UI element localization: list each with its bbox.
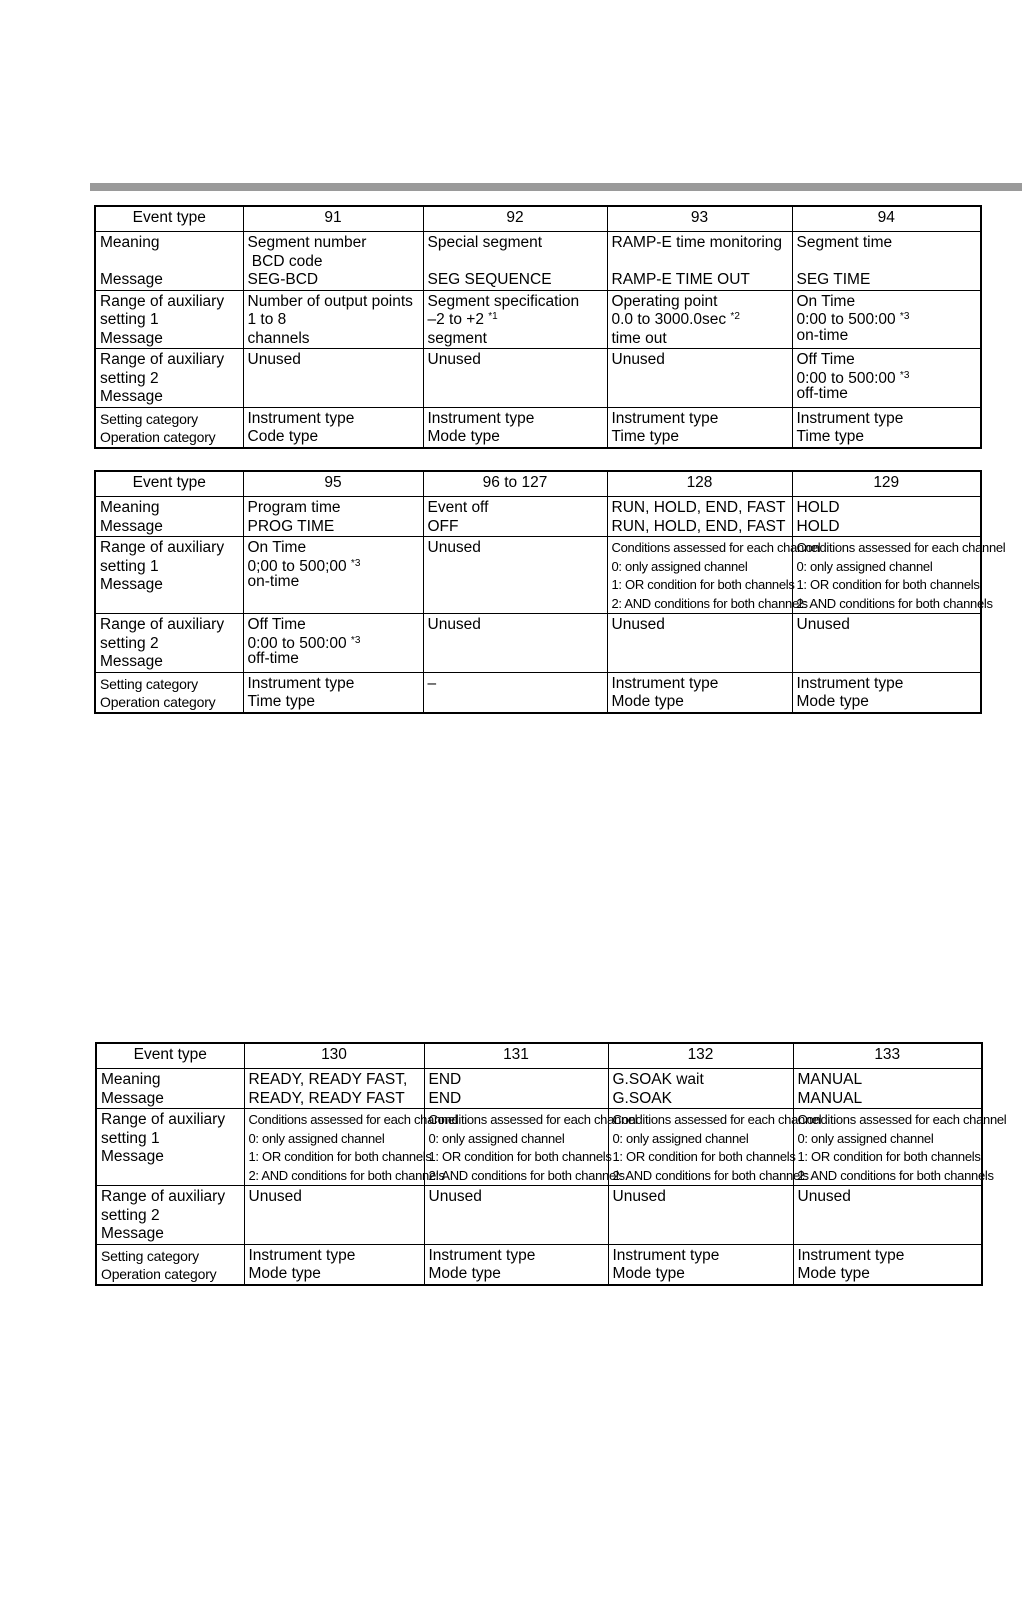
row-label: Setting category Operation category (95, 407, 243, 448)
aux1-row (95, 290, 981, 349)
aux1-cell: Operating point 0.0 to 3000.0sec $^{*2}$ time out (607, 290, 792, 349)
event-type-130: 130 (244, 1043, 424, 1069)
aux1-cell: Conditions assessed for each channel 0: only assigned channel 1: OR condition for both channels 2: AND conditions for both channels (607, 537, 792, 614)
aux2-cell: Unused (423, 349, 607, 408)
meaning-cell: Program time PROG TIME (243, 497, 423, 537)
event-type-91: 91 (243, 206, 423, 232)
aux1-cell: Conditions assessed for each channel 0: only assigned channel 1: OR condition for both channels 2: AND conditions for both channels (244, 1109, 424, 1186)
row-label: Range of auxiliary setting 2 Message (96, 1186, 244, 1245)
row-label: Range of auxiliary setting 1 Message (95, 537, 243, 614)
header-event-type: Event type (95, 206, 243, 232)
meaning-cell: Event off OFF (423, 497, 607, 537)
meaning-row (95, 497, 981, 537)
category-cell: – (423, 672, 607, 713)
aux2-cell: Unused (423, 614, 607, 673)
header-event-type: Event type (96, 1043, 244, 1069)
meaning-cell: MANUAL MANUAL (793, 1069, 982, 1109)
category-cell: Instrument type Mode type (244, 1244, 424, 1285)
category-cell: Instrument type Mode type (607, 672, 792, 713)
meaning-row (95, 232, 981, 291)
event-type-128: 128 (607, 471, 792, 497)
event-table-91-94 (94, 205, 982, 449)
meaning-cell: RAMP-E time monitoring RAMP-E TIME OUT (607, 232, 792, 291)
row-label: Range of auxiliary setting 2 Message (95, 349, 243, 408)
table-header-row (95, 206, 981, 232)
row-label: Meaning Message (95, 497, 243, 537)
category-cell: Instrument type Time type (607, 407, 792, 448)
meaning-row (96, 1069, 982, 1109)
aux1-cell: Conditions assessed for each channel 0: only assigned channel 1: OR condition for both channels 2: AND conditions for both channels (608, 1109, 793, 1186)
category-row (95, 672, 981, 713)
row-label: Setting category Operation category (95, 672, 243, 713)
event-type-95: 95 (243, 471, 423, 497)
meaning-cell: READY, READY FAST, READY, READY FAST (244, 1069, 424, 1109)
aux2-cell: Unused (424, 1186, 608, 1245)
meaning-cell: Segment number BCD code SEG-BCD (243, 232, 423, 291)
row-label: Range of auxiliary setting 2 Message (95, 614, 243, 673)
event-table-95-129 (94, 470, 1006, 714)
aux2-cell: Unused (243, 349, 423, 408)
event-type-96-127: 96 to 127 (423, 471, 607, 497)
category-cell: Instrument type Mode type (424, 1244, 608, 1285)
category-cell: Instrument type Mode type (423, 407, 607, 448)
row-label: Range of auxiliary setting 1 Message (95, 290, 243, 349)
aux2-row (96, 1186, 982, 1245)
event-type-129: 129 (792, 471, 981, 497)
aux1-cell: Unused (423, 537, 607, 614)
event-type-132: 132 (608, 1043, 793, 1069)
aux2-cell: Unused (244, 1186, 424, 1245)
event-type-92: 92 (423, 206, 607, 232)
event-table-130-133 (95, 1042, 1007, 1286)
event-type-133: 133 (793, 1043, 982, 1069)
aux1-row (95, 537, 981, 614)
table-header-row (95, 471, 981, 497)
meaning-cell: END END (424, 1069, 608, 1109)
meaning-cell: G.SOAK wait G.SOAK (608, 1069, 793, 1109)
category-cell: Instrument type Time type (792, 407, 981, 448)
aux1-cell: Conditions assessed for each channel 0: only assigned channel 1: OR condition for both channels 2: AND conditions for both channels (792, 537, 981, 614)
meaning-cell: HOLD HOLD (792, 497, 981, 537)
row-label: Meaning Message (95, 232, 243, 291)
meaning-cell: Special segment SEG SEQUENCE (423, 232, 607, 291)
category-cell: Instrument type Code type (243, 407, 423, 448)
aux2-cell: Unused (607, 614, 792, 673)
event-type-94: 94 (792, 206, 981, 232)
category-cell: Instrument type Mode type (793, 1244, 982, 1285)
aux1-cell: Number of output points 1 to 8 channels (243, 290, 423, 349)
aux1-cell: Conditions assessed for each channel 0: only assigned channel 1: OR condition for both channels 2: AND conditions for both channels (424, 1109, 608, 1186)
aux2-cell: Unused (793, 1186, 982, 1245)
category-cell: Instrument type Time type (243, 672, 423, 713)
aux1-cell: Segment specification –2 to +2 $^{*1}$ segment (423, 290, 607, 349)
header-rule (90, 183, 1022, 191)
event-type-93: 93 (607, 206, 792, 232)
row-label: Range of auxiliary setting 1 Message (96, 1109, 244, 1186)
category-cell: Instrument type Mode type (792, 672, 981, 713)
meaning-cell: Segment time SEG TIME (792, 232, 981, 291)
aux2-cell: Off Time 0:00 to 500:00 $^{*3}$ off-time (792, 349, 981, 408)
aux1-row (96, 1109, 982, 1186)
event-type-131: 131 (424, 1043, 608, 1069)
aux2-cell: Off Time 0:00 to 500:00 $^{*3}$ off-time (243, 614, 423, 673)
aux1-cell: On Time 0:00 to 500:00 $^{*3}$ on-time (792, 290, 981, 349)
category-row (95, 407, 981, 448)
aux2-cell: Unused (792, 614, 981, 673)
category-row (96, 1244, 982, 1285)
aux2-row (95, 614, 981, 673)
header-event-type: Event type (95, 471, 243, 497)
aux2-row (95, 349, 981, 408)
aux2-cell: Unused (607, 349, 792, 408)
table-header-row (96, 1043, 982, 1069)
meaning-cell: RUN, HOLD, END, FAST RUN, HOLD, END, FAST (607, 497, 792, 537)
row-label: Setting category Operation category (96, 1244, 244, 1285)
aux1-cell: Conditions assessed for each channel 0: only assigned channel 1: OR condition for both channels 2: AND conditions for both channels (793, 1109, 982, 1186)
aux2-cell: Unused (608, 1186, 793, 1245)
row-label: Meaning Message (96, 1069, 244, 1109)
aux1-cell: On Time 0;00 to 500;00 $^{*3}$ on-time (243, 537, 423, 614)
category-cell: Instrument type Mode type (608, 1244, 793, 1285)
